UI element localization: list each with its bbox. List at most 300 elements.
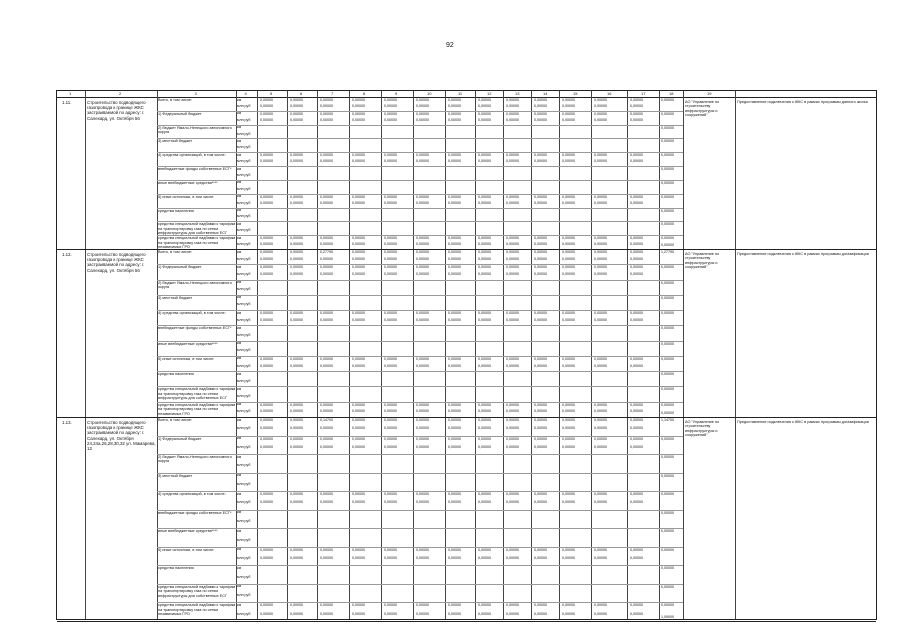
total-value: 0,00000: [661, 411, 674, 415]
unit-label: млн руб: [237, 537, 251, 542]
value-cell: 0,00000: [478, 492, 491, 497]
source-label: иные внебюджетные средства****: [158, 529, 218, 534]
source-label: 1) Федеральный бюджет: [158, 265, 202, 270]
value-cell: 0,00000: [320, 500, 333, 505]
unit-label: млн руб: [237, 409, 251, 414]
value-cell: 0,00000: [630, 444, 643, 449]
value-cell: 0,00000: [534, 426, 547, 431]
value-cell: 0,00000: [260, 265, 273, 270]
value-cell: 0,00000: [630, 153, 643, 158]
value-cell: 0,00000: [478, 363, 491, 368]
value-cell: 0,00000: [416, 556, 429, 561]
value-cell: 0,00000: [630, 159, 643, 164]
value-cell: 0,00000: [594, 111, 607, 116]
value-cell: 0,00000: [320, 103, 333, 108]
section-divider: [57, 621, 876, 622]
unit-label: км: [237, 341, 242, 346]
section-name: Строительство подводящего газопровода к границе ЖКС застраиваемой по адресу: г. Салехард, ул. Октября 24,24а,26,28,30,32 ул. Мамарева, 12: [87, 420, 156, 452]
unit-label: км: [237, 491, 242, 496]
value-cell: 0,00000: [534, 444, 547, 449]
value-cell: 0,00000: [478, 317, 491, 322]
value-cell: 0,00000: [506, 250, 519, 254]
section-name: Строительство подводящего газопровода к границе ЖКС застраиваемой по адресу: г. Салехард, ул. Октября 56: [87, 100, 146, 121]
value-cell: 0,00000: [534, 242, 547, 247]
value-cell: 0,00000: [352, 159, 365, 164]
value-cell: 0,00000: [416, 153, 429, 158]
value-cell: 0,00000: [416, 194, 429, 199]
value-cell: 0,00000: [478, 402, 491, 407]
unit-label: млн руб: [237, 214, 251, 219]
unit-label: км: [237, 310, 242, 315]
executor-cell: АО "Управление по строительству инфраструктуры и сооружений": [685, 420, 720, 438]
total-value: 0,00000: [661, 510, 674, 515]
unit-label: млн руб: [237, 131, 251, 136]
value-cell: 0,00000: [594, 426, 607, 431]
section-code: 1.11.: [62, 100, 72, 105]
value-cell: 0,00000: [320, 153, 333, 158]
value-cell: 0,00000: [448, 611, 461, 616]
value-cell: 0,00000: [352, 409, 365, 414]
total-value: 0,00000: [661, 139, 674, 144]
value-cell: 0,00000: [448, 409, 461, 414]
unit-label: км: [237, 325, 242, 330]
value-cell: 0,00000: [448, 200, 461, 205]
value-cell: 0,00000: [416, 402, 429, 407]
value-cell: 0,00000: [534, 603, 547, 608]
value-cell: 0,00000: [562, 200, 575, 205]
unit-label: км: [237, 152, 242, 157]
value-cell: 0,00000: [534, 500, 547, 505]
value-cell: 0,00000: [290, 409, 303, 414]
unit-label: млн руб: [237, 242, 251, 247]
value-cell: 0,00000: [290, 242, 303, 247]
unit-label: млн руб: [237, 519, 251, 523]
value-cell: 0,00000: [594, 492, 607, 497]
source-label: средства населения: [158, 208, 194, 213]
value-cell: 0,00000: [506, 409, 519, 414]
value-cell: 0,00000: [562, 611, 575, 616]
header-column-number: 15: [573, 91, 578, 96]
total-value: 0,00000: [661, 492, 674, 497]
value-cell: 0,00000: [320, 311, 333, 316]
value-cell: 0,00000: [352, 311, 365, 316]
header-column-number: 14: [543, 91, 548, 96]
unit-label: млн руб: [237, 463, 251, 468]
value-cell: 0,00000: [320, 194, 333, 199]
value-cell: 0,00000: [352, 194, 365, 199]
value-cell: 0,00000: [506, 402, 519, 407]
value-cell: 0,00000: [384, 159, 397, 164]
value-cell: 0,00000: [260, 492, 273, 497]
value-cell: 0,00000: [352, 153, 365, 158]
header-column-number: 3: [194, 91, 197, 96]
source-label: средства специальной надбавки к тарифам на транспортировку газа по сетям инфраструктуры для собственных ЕСГ: [158, 387, 236, 401]
value-cell: 0,00000: [320, 409, 333, 414]
total-value: 0,00000: [661, 153, 674, 158]
value-cell: 0,00000: [478, 311, 491, 316]
value-cell: 0,00000: [534, 200, 547, 205]
source-label: 2) бюджет Ямало-Ненецкого автономного округа: [158, 125, 232, 135]
value-cell: 0,00000: [562, 250, 575, 254]
source-label: 4) средства организаций, в том числе:: [158, 492, 226, 497]
header-column-number: 1: [69, 91, 72, 96]
value-cell: 0,00000: [448, 418, 461, 422]
value-cell: 0,00000: [506, 117, 519, 122]
value-cell: 0,00000: [562, 363, 575, 368]
value-cell: 0,00000: [594, 200, 607, 205]
value-cell: 0,00000: [384, 500, 397, 505]
value-cell: 0,00000: [416, 409, 429, 414]
value-cell: 0,00000: [594, 444, 607, 449]
value-cell: 0,00000: [534, 236, 547, 241]
value-cell: 0,00000: [260, 603, 273, 608]
value-cell: 0,00000: [320, 363, 333, 368]
value-cell: 0,00000: [352, 98, 365, 102]
value-cell: 0,00000: [416, 256, 429, 261]
value-cell: 0,00000: [448, 236, 461, 241]
value-cell: 0,00000: [416, 242, 429, 247]
value-cell: 0,00000: [320, 436, 333, 441]
value-cell: 0,00000: [630, 492, 643, 497]
value-cell: 0,00000: [448, 117, 461, 122]
value-cell: 0,00000: [562, 117, 575, 122]
unit-label: км: [237, 417, 242, 422]
value-cell: 0,00000: [478, 436, 491, 441]
result-cell: Предоставление подключения к ЖКС в рамках программы догазификации: [737, 252, 869, 256]
value-cell: 0,00000: [416, 159, 429, 164]
source-label: 2) бюджет Ямало-Ненецкого автономного округа: [158, 280, 232, 289]
value-cell: 0,00000: [562, 153, 575, 158]
value-cell: 0,00000: [320, 117, 333, 122]
header-column-number: 9: [395, 91, 398, 96]
value-cell: 0,00000: [448, 500, 461, 505]
value-cell: 0,00000: [630, 250, 643, 254]
header-column-number: 5: [270, 91, 273, 96]
value-cell: 0,00000: [630, 611, 643, 616]
source-label: 3) местный бюджет: [158, 295, 193, 300]
value-cell: 0,00000: [630, 402, 643, 407]
source-label: средства специальной надбавки к тарифам на транспортировку газа по сетям независимых ГРО: [158, 402, 236, 416]
value-cell: 0,00000: [260, 103, 273, 108]
total-value: 0,00000: [661, 295, 674, 300]
value-cell: 0,00000: [448, 194, 461, 199]
unit-label: млн руб: [237, 363, 251, 368]
value-cell: 0,00000: [352, 111, 365, 116]
value-cell: 0,00000: [320, 492, 333, 497]
value-cell: 0,00000: [506, 98, 519, 102]
unit-label: млн руб: [237, 500, 251, 505]
value-cell: 0,00000: [594, 418, 607, 422]
value-cell: 0,00000: [594, 603, 607, 608]
value-cell: 0,00000: [320, 611, 333, 616]
value-cell: 0,00000: [384, 418, 397, 422]
total-value: 0,00000: [661, 194, 674, 199]
value-cell: 0,00000: [320, 317, 333, 322]
total-value: 0,00000: [661, 326, 674, 331]
value-cell: 0,00000: [448, 311, 461, 316]
unit-label: км: [237, 208, 242, 213]
source-label: иные внебюджетные средства****: [158, 180, 218, 185]
value-cell: 0,00000: [352, 103, 365, 108]
total-value: 0,00000: [661, 547, 674, 552]
value-cell: 0,00000: [352, 556, 365, 561]
header-column-number: 18: [669, 91, 674, 96]
source-label: 3) местный бюджет: [158, 139, 193, 144]
value-cell: 0,00000: [562, 556, 575, 561]
value-cell: 0,00000: [534, 153, 547, 158]
value-cell: 0,00000: [320, 98, 333, 102]
column-divider: [85, 91, 86, 619]
value-cell: 0,00000: [260, 444, 273, 449]
value-cell: 0,00000: [478, 265, 491, 270]
total-value: 1,09000: [661, 615, 674, 619]
value-cell: 0,00000: [594, 547, 607, 552]
value-cell: 0,00000: [290, 271, 303, 276]
value-cell: 0,00000: [478, 242, 491, 247]
unit-label: млн руб: [237, 200, 251, 205]
value-cell: 0,00000: [534, 103, 547, 108]
value-cell: 0,00000: [290, 444, 303, 449]
value-cell: 0,00000: [478, 194, 491, 199]
value-cell: 0,00000: [352, 363, 365, 368]
value-cell: 0,00000: [630, 426, 643, 431]
value-cell: 0,00000: [260, 159, 273, 164]
value-cell: 0,00000: [534, 492, 547, 497]
value-cell: 0,00000: [290, 236, 303, 241]
value-cell: 0,00000: [290, 611, 303, 616]
value-cell: 0,00000: [260, 317, 273, 322]
unit-label: км: [237, 221, 242, 226]
total-value: 0,00000: [661, 529, 674, 534]
value-cell: 0,00000: [630, 117, 643, 122]
unit-label: км: [237, 386, 242, 391]
value-cell: 0,27790: [320, 250, 333, 254]
value-cell: 0,00000: [352, 317, 365, 322]
value-cell: 0,00000: [506, 103, 519, 108]
unit-label: млн руб: [237, 228, 251, 233]
value-cell: 0,00000: [352, 418, 365, 422]
value-cell: 0,00000: [478, 200, 491, 205]
value-cell: 0,00000: [630, 265, 643, 270]
value-cell: 0,00000: [478, 409, 491, 414]
value-cell: 0,00000: [352, 611, 365, 616]
value-cell: 0,00000: [630, 256, 643, 261]
value-cell: 0,00000: [506, 194, 519, 199]
value-cell: 0,00000: [260, 117, 273, 122]
value-cell: 0,00000: [506, 200, 519, 205]
total-value: 0,00000: [661, 125, 674, 130]
value-cell: 0,00000: [562, 402, 575, 407]
value-cell: 0,00000: [594, 402, 607, 407]
value-cell: 0,00000: [384, 271, 397, 276]
value-cell: 0,00000: [384, 311, 397, 316]
value-cell: 0,00000: [320, 444, 333, 449]
executor-cell: АО "Управление по строительству инфраструктуры и сооружений": [685, 100, 720, 118]
value-cell: 0,00000: [506, 311, 519, 316]
source-label: Всего, в том числе:: [158, 98, 192, 102]
value-cell: 0,00000: [260, 250, 273, 254]
value-cell: 0,00000: [290, 500, 303, 505]
value-cell: 0,00000: [384, 265, 397, 270]
total-value: 0,00000: [661, 473, 674, 478]
value-cell: 0,00000: [352, 436, 365, 441]
unit-label: млн руб: [237, 378, 251, 383]
value-cell: 0,00000: [384, 98, 397, 102]
value-cell: 0,00000: [384, 194, 397, 199]
value-cell: 0,00000: [594, 236, 607, 241]
source-label: средства специальной надбавки к тарифам на транспортировку газа по сетям независимых ГРО: [158, 603, 236, 617]
value-cell: 0,00000: [290, 317, 303, 322]
unit-label: млн руб: [237, 145, 251, 150]
unit-label: млн руб: [237, 302, 251, 307]
total-value: 0,00000: [661, 341, 674, 346]
column-divider: [683, 91, 684, 619]
value-cell: 0,00000: [448, 98, 461, 102]
value-cell: 0,00000: [506, 317, 519, 322]
value-cell: 0,00000: [562, 194, 575, 199]
value-cell: 0,00000: [562, 317, 575, 322]
value-cell: 0,00000: [534, 117, 547, 122]
value-cell: 0,00000: [562, 603, 575, 608]
header-column-number: 12: [487, 91, 492, 96]
value-cell: 0,00000: [594, 271, 607, 276]
value-cell: 0,00000: [260, 271, 273, 276]
header-column-number: 7: [331, 91, 334, 96]
unit-label: млн руб: [237, 159, 251, 164]
value-cell: 0,00000: [594, 98, 607, 102]
value-cell: 0,00000: [506, 611, 519, 616]
value-cell: 0,00000: [290, 103, 303, 108]
value-cell: 0,00000: [260, 194, 273, 199]
value-cell: 0,00000: [290, 200, 303, 205]
value-cell: 0,00000: [630, 98, 643, 102]
unit-label: км: [237, 249, 242, 254]
value-cell: 0,00000: [506, 265, 519, 270]
total-value: 0,00000: [661, 584, 674, 589]
value-cell: 0,00000: [384, 250, 397, 254]
value-cell: 0,00000: [562, 98, 575, 102]
value-cell: 0,00000: [320, 356, 333, 361]
total-value: 0,00000: [661, 236, 674, 241]
value-cell: 0,00000: [320, 556, 333, 561]
value-cell: 0,00000: [352, 200, 365, 205]
value-cell: 0,00000: [384, 256, 397, 261]
value-cell: 0,00000: [416, 200, 429, 205]
value-cell: 0,00000: [534, 611, 547, 616]
unit-label: км: [237, 510, 242, 515]
value-cell: 0,00000: [562, 103, 575, 108]
header-column-number: 13: [515, 91, 520, 96]
value-cell: 0,00000: [352, 250, 365, 254]
value-cell: 0,00000: [290, 603, 303, 608]
value-cell: 0,00000: [478, 117, 491, 122]
value-cell: 0,00000: [384, 356, 397, 361]
value-cell: 0,00000: [290, 153, 303, 158]
header-column-number: 2: [119, 91, 122, 96]
value-cell: 0,00000: [534, 418, 547, 422]
value-cell: 0,00000: [478, 611, 491, 616]
value-cell: 0,00000: [384, 444, 397, 449]
unit-label: км: [237, 125, 242, 130]
value-cell: 0,00000: [478, 236, 491, 241]
source-label: средства населения: [158, 566, 194, 571]
value-cell: 0,00000: [562, 236, 575, 241]
value-cell: 0,00000: [594, 242, 607, 247]
value-cell: 0,00000: [416, 265, 429, 270]
section-code: 1.12.: [62, 252, 72, 257]
value-cell: 0,00000: [562, 242, 575, 247]
value-cell: 0,00000: [384, 242, 397, 247]
value-cell: 0,00000: [506, 256, 519, 261]
value-cell: 0,00000: [448, 444, 461, 449]
unit-label: км: [237, 295, 242, 300]
header-column-number: 19: [707, 91, 712, 96]
unit-label: км: [237, 602, 242, 607]
source-label: Всего, в том числе:: [158, 418, 192, 422]
value-cell: 0,00000: [630, 242, 643, 247]
value-cell: 0,00000: [320, 547, 333, 552]
total-value: 0,00000: [661, 111, 674, 116]
page-number: 92: [446, 42, 454, 49]
value-cell: 0,00000: [506, 418, 519, 422]
header-column-number: 11: [458, 91, 463, 96]
header-column-number: 17: [641, 91, 646, 96]
value-cell: 0,00000: [260, 98, 273, 102]
value-cell: 0,00000: [506, 603, 519, 608]
unit-label: млн руб: [237, 444, 251, 449]
value-cell: 0,00000: [260, 153, 273, 158]
value-cell: 0,00000: [416, 250, 429, 254]
value-cell: 0,00000: [534, 363, 547, 368]
value-cell: 0,00000: [384, 317, 397, 322]
source-label: внебюджетные фонды собственных ЕСГ*: [158, 326, 232, 331]
value-cell: 0,00000: [594, 153, 607, 158]
value-cell: 0,00000: [260, 402, 273, 407]
value-cell: 0,00000: [384, 556, 397, 561]
value-cell: 0,00000: [630, 103, 643, 108]
value-cell: 0,00000: [506, 492, 519, 497]
total-value: 0,00000: [661, 356, 674, 361]
result-cell: Предоставление подключения к ЖКС в рамках программы догазификации: [737, 420, 869, 424]
value-cell: 0,00000: [352, 444, 365, 449]
value-cell: 0,00000: [320, 242, 333, 247]
value-cell: 0,00000: [260, 611, 273, 616]
value-cell: 0,00000: [384, 409, 397, 414]
value-cell: 0,00000: [534, 256, 547, 261]
section-code: 1.13.: [62, 420, 72, 425]
total-value: 0,00000: [661, 243, 674, 247]
unit-label: км: [237, 371, 242, 376]
value-cell: 0,00000: [506, 153, 519, 158]
value-cell: 0,00000: [384, 492, 397, 497]
source-label: средства специальной надбавки к тарифам на транспортировку газа по сетям независимых ГРО: [158, 236, 236, 249]
unit-label: млн руб: [237, 394, 251, 399]
unit-label: млн руб: [237, 103, 251, 108]
value-cell: 0,00000: [478, 153, 491, 158]
value-cell: 0,00000: [448, 271, 461, 276]
header-column-number: 6: [300, 91, 303, 96]
value-cell: 0,00000: [562, 444, 575, 449]
value-cell: 0,00000: [384, 363, 397, 368]
unit-label: млн руб: [237, 333, 251, 337]
value-cell: 0,00000: [448, 256, 461, 261]
value-cell: 0,00000: [384, 236, 397, 241]
value-cell: 0,00000: [290, 117, 303, 122]
value-cell: 0,00000: [416, 603, 429, 608]
source-label: 2) бюджет Ямало-Ненецкого автономного округа: [158, 455, 232, 464]
value-cell: 0,00000: [260, 426, 273, 431]
section-name: Строительство подводящего газопровода к границе ЖКС застраиваемой по адресу: г. Салехард, ул. Октября 56: [87, 252, 146, 273]
